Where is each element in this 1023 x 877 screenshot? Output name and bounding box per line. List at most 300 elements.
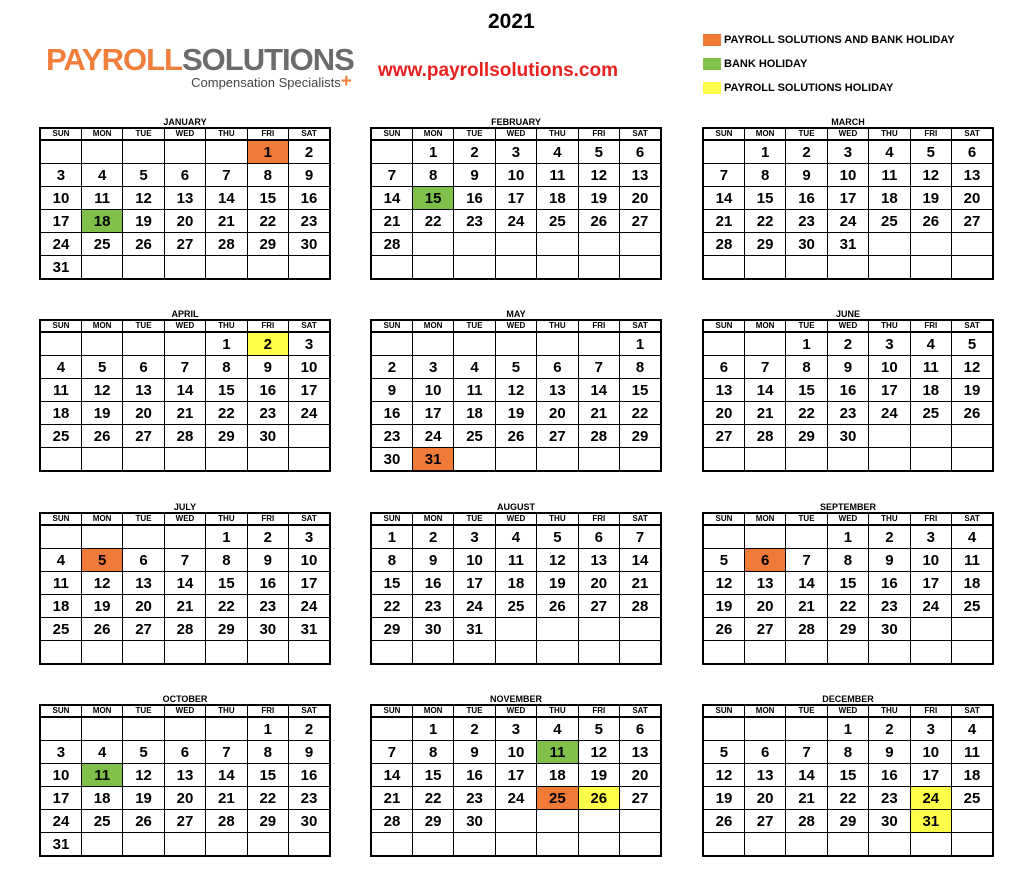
empty-cell (164, 256, 205, 280)
day-cell: 22 (827, 787, 868, 810)
day-cell: 9 (371, 379, 412, 402)
day-cell: 25 (952, 787, 993, 810)
day-cell: 24 (869, 402, 910, 425)
day-cell: 24 (910, 595, 951, 618)
day-cell: 15 (827, 764, 868, 787)
day-cell: 5 (123, 164, 164, 187)
week-row (40, 810, 330, 833)
empty-cell (537, 256, 578, 280)
weekday-header: TUE (454, 705, 495, 717)
day-cell: 8 (412, 741, 453, 764)
day-cell: 21 (620, 572, 661, 595)
day-cell: 27 (537, 425, 578, 448)
day-cell: 25 (40, 618, 81, 641)
empty-cell (164, 332, 205, 356)
week-row (40, 787, 330, 810)
day-cell: 28 (206, 810, 247, 833)
day-cell: 23 (827, 402, 868, 425)
week-row (40, 164, 330, 187)
logo-plus-icon: + (340, 71, 352, 92)
day-cell: 30 (454, 810, 495, 833)
day-cell: 11 (454, 379, 495, 402)
day-cell: 15 (412, 764, 453, 787)
day-cell: 23 (786, 210, 827, 233)
day-cell: 16 (869, 572, 910, 595)
weekday-header: THU (537, 320, 578, 332)
empty-cell (786, 256, 827, 280)
weekday-header: TUE (786, 705, 827, 717)
day-cell: 17 (40, 210, 81, 233)
day-cell: 21 (703, 210, 744, 233)
weekday-header: SAT (952, 513, 993, 525)
day-cell: 3 (289, 525, 330, 549)
day-cell: 22 (247, 787, 288, 810)
day-cell: 27 (952, 210, 993, 233)
week-row (40, 595, 330, 618)
day-cell: 13 (164, 764, 205, 787)
month-june (702, 309, 994, 472)
empty-cell (81, 140, 122, 164)
day-cell: 28 (206, 233, 247, 256)
week-row (703, 256, 993, 280)
holiday-day-cell: 25 (537, 787, 578, 810)
day-cell: 21 (786, 787, 827, 810)
weekday-header: WED (164, 320, 205, 332)
day-cell: 29 (620, 425, 661, 448)
day-cell: 11 (495, 549, 536, 572)
day-cell: 19 (910, 187, 951, 210)
holiday-day-cell: 1 (247, 140, 288, 164)
week-row (703, 787, 993, 810)
day-cell: 6 (952, 140, 993, 164)
week-row (40, 332, 330, 356)
empty-cell (952, 233, 993, 256)
day-cell: 20 (744, 787, 785, 810)
holiday-day-cell: 31 (412, 448, 453, 472)
day-cell: 10 (454, 549, 495, 572)
day-cell: 13 (164, 187, 205, 210)
empty-cell (123, 641, 164, 665)
weekday-header: MON (412, 513, 453, 525)
day-cell: 6 (537, 356, 578, 379)
day-cell: 4 (537, 140, 578, 164)
day-cell: 24 (495, 210, 536, 233)
logo-wordmark (46, 44, 354, 75)
empty-cell (206, 833, 247, 857)
empty-cell (371, 332, 412, 356)
empty-cell (495, 641, 536, 665)
day-cell: 29 (247, 810, 288, 833)
empty-cell (123, 256, 164, 280)
empty-cell (952, 833, 993, 857)
weekday-header: SAT (289, 128, 330, 140)
day-cell: 30 (247, 618, 288, 641)
day-cell: 16 (289, 187, 330, 210)
weekday-header: FRI (247, 705, 288, 717)
week-row (703, 741, 993, 764)
week-row (703, 425, 993, 448)
day-cell: 1 (827, 717, 868, 741)
empty-cell (289, 833, 330, 857)
empty-cell (578, 233, 619, 256)
day-cell: 27 (578, 595, 619, 618)
day-cell: 13 (620, 164, 661, 187)
empty-cell (578, 641, 619, 665)
day-cell: 7 (371, 741, 412, 764)
weekday-header: THU (869, 705, 910, 717)
day-cell: 6 (164, 741, 205, 764)
empty-cell (910, 256, 951, 280)
day-cell: 12 (910, 164, 951, 187)
day-cell: 14 (620, 549, 661, 572)
empty-cell (620, 810, 661, 833)
day-cell: 4 (869, 140, 910, 164)
day-cell: 14 (744, 379, 785, 402)
week-row (703, 379, 993, 402)
day-cell: 4 (952, 717, 993, 741)
day-cell: 26 (495, 425, 536, 448)
weekday-header: TUE (786, 320, 827, 332)
day-cell: 14 (703, 187, 744, 210)
empty-cell (827, 641, 868, 665)
weekday-header: THU (206, 705, 247, 717)
day-cell: 11 (537, 164, 578, 187)
empty-cell (786, 833, 827, 857)
day-cell: 15 (206, 379, 247, 402)
empty-cell (910, 425, 951, 448)
empty-cell (952, 618, 993, 641)
day-cell: 3 (910, 525, 951, 549)
day-cell: 25 (81, 233, 122, 256)
empty-cell (620, 618, 661, 641)
empty-cell (123, 525, 164, 549)
day-cell: 13 (123, 379, 164, 402)
day-cell: 13 (744, 764, 785, 787)
empty-cell (786, 641, 827, 665)
empty-cell (578, 332, 619, 356)
day-cell: 7 (164, 549, 205, 572)
weekday-header: SAT (289, 320, 330, 332)
weekday-header: SAT (620, 513, 661, 525)
day-cell: 14 (164, 572, 205, 595)
week-row (371, 379, 661, 402)
day-cell: 30 (371, 448, 412, 472)
day-cell: 7 (786, 549, 827, 572)
weekday-header: SAT (289, 513, 330, 525)
day-cell: 22 (371, 595, 412, 618)
weekday-header: WED (495, 513, 536, 525)
day-cell: 27 (123, 425, 164, 448)
day-cell: 18 (81, 787, 122, 810)
weekday-header: THU (537, 513, 578, 525)
day-cell: 22 (744, 210, 785, 233)
day-cell: 9 (247, 549, 288, 572)
week-row (371, 525, 661, 549)
day-cell: 2 (869, 525, 910, 549)
day-cell: 7 (206, 164, 247, 187)
day-cell: 11 (952, 549, 993, 572)
day-cell: 30 (827, 425, 868, 448)
month-april (39, 309, 331, 472)
day-cell: 16 (247, 379, 288, 402)
weekday-header: FRI (578, 128, 619, 140)
day-cell: 5 (537, 525, 578, 549)
week-row (703, 572, 993, 595)
day-cell: 19 (537, 572, 578, 595)
day-cell: 12 (537, 549, 578, 572)
day-cell: 18 (952, 764, 993, 787)
day-cell: 5 (81, 356, 122, 379)
day-cell: 10 (910, 549, 951, 572)
empty-cell (703, 140, 744, 164)
day-cell: 19 (703, 595, 744, 618)
day-cell: 16 (289, 764, 330, 787)
empty-cell (952, 425, 993, 448)
day-cell: 5 (703, 741, 744, 764)
day-cell: 9 (454, 164, 495, 187)
day-cell: 2 (454, 140, 495, 164)
day-cell: 13 (703, 379, 744, 402)
month-table (370, 319, 662, 472)
day-cell: 22 (247, 210, 288, 233)
day-cell: 9 (827, 356, 868, 379)
empty-cell (827, 833, 868, 857)
empty-cell (952, 256, 993, 280)
day-cell: 29 (247, 233, 288, 256)
day-cell: 8 (412, 164, 453, 187)
day-cell: 1 (827, 525, 868, 549)
day-cell: 1 (206, 525, 247, 549)
empty-cell (786, 717, 827, 741)
weekday-header: FRI (910, 705, 951, 717)
day-cell: 20 (952, 187, 993, 210)
day-cell: 9 (412, 549, 453, 572)
day-cell: 27 (620, 787, 661, 810)
day-cell: 21 (164, 402, 205, 425)
day-cell: 2 (869, 717, 910, 741)
empty-cell (454, 833, 495, 857)
month-title: DECEMBER (822, 694, 874, 704)
day-cell: 17 (869, 379, 910, 402)
legend-swatch (703, 58, 721, 70)
empty-cell (81, 332, 122, 356)
month-august (370, 502, 662, 665)
weekday-header: MON (81, 320, 122, 332)
empty-cell (703, 448, 744, 472)
day-cell: 5 (952, 332, 993, 356)
day-cell: 28 (371, 810, 412, 833)
day-cell: 15 (744, 187, 785, 210)
website-link[interactable]: www.payrollsolutions.com (378, 60, 618, 81)
empty-cell (81, 525, 122, 549)
weekday-header: TUE (123, 705, 164, 717)
day-cell: 1 (786, 332, 827, 356)
empty-cell (371, 717, 412, 741)
day-cell: 3 (495, 140, 536, 164)
weekday-header: FRI (910, 128, 951, 140)
empty-cell (495, 618, 536, 641)
day-cell: 5 (910, 140, 951, 164)
day-cell: 26 (537, 595, 578, 618)
weekday-header: FRI (247, 128, 288, 140)
empty-cell (744, 332, 785, 356)
holiday-day-cell: 31 (910, 810, 951, 833)
day-cell: 17 (289, 572, 330, 595)
empty-cell (537, 810, 578, 833)
day-cell: 17 (289, 379, 330, 402)
month-title: MAY (506, 309, 526, 319)
day-cell: 10 (289, 356, 330, 379)
day-cell: 25 (454, 425, 495, 448)
day-cell: 29 (744, 233, 785, 256)
week-row (40, 402, 330, 425)
day-cell: 4 (40, 356, 81, 379)
week-row (371, 595, 661, 618)
week-row (371, 549, 661, 572)
empty-cell (412, 233, 453, 256)
day-cell: 12 (495, 379, 536, 402)
weekday-header: MON (81, 128, 122, 140)
day-cell: 2 (289, 140, 330, 164)
day-cell: 22 (786, 402, 827, 425)
empty-cell (537, 618, 578, 641)
weekday-header: THU (869, 128, 910, 140)
day-cell: 20 (123, 595, 164, 618)
weekday-header: TUE (123, 128, 164, 140)
day-cell: 5 (703, 549, 744, 572)
weekday-header: SUN (371, 320, 412, 332)
week-row (40, 717, 330, 741)
empty-cell (537, 448, 578, 472)
day-cell: 11 (40, 572, 81, 595)
day-cell: 19 (952, 379, 993, 402)
empty-cell (40, 332, 81, 356)
empty-cell (164, 448, 205, 472)
empty-cell (412, 641, 453, 665)
day-cell: 3 (827, 140, 868, 164)
day-cell: 26 (578, 210, 619, 233)
empty-cell (371, 140, 412, 164)
week-row (703, 717, 993, 741)
week-row (371, 256, 661, 280)
day-cell: 15 (827, 572, 868, 595)
day-cell: 2 (786, 140, 827, 164)
week-row (371, 572, 661, 595)
week-row (40, 525, 330, 549)
empty-cell (703, 641, 744, 665)
empty-cell (247, 641, 288, 665)
week-row (703, 764, 993, 787)
day-cell: 3 (454, 525, 495, 549)
weekday-header: SAT (620, 705, 661, 717)
day-cell: 4 (81, 741, 122, 764)
empty-cell (247, 256, 288, 280)
weekday-header: MON (412, 128, 453, 140)
empty-cell (206, 140, 247, 164)
empty-cell (537, 833, 578, 857)
day-cell: 18 (537, 187, 578, 210)
day-cell: 1 (744, 140, 785, 164)
day-cell: 4 (495, 525, 536, 549)
empty-cell (620, 233, 661, 256)
empty-cell (703, 833, 744, 857)
week-row (371, 448, 661, 472)
empty-cell (744, 525, 785, 549)
day-cell: 6 (123, 549, 164, 572)
day-cell: 16 (412, 572, 453, 595)
day-cell: 4 (40, 549, 81, 572)
day-cell: 1 (371, 525, 412, 549)
day-cell: 24 (289, 402, 330, 425)
empty-cell (164, 140, 205, 164)
day-cell: 13 (578, 549, 619, 572)
empty-cell (412, 256, 453, 280)
month-december (702, 694, 994, 857)
day-cell: 24 (289, 595, 330, 618)
day-cell: 7 (620, 525, 661, 549)
weekday-header: WED (164, 128, 205, 140)
day-cell: 19 (123, 787, 164, 810)
day-cell: 28 (703, 233, 744, 256)
day-cell: 30 (412, 618, 453, 641)
day-cell: 25 (81, 810, 122, 833)
day-cell: 18 (952, 572, 993, 595)
day-cell: 8 (620, 356, 661, 379)
day-cell: 14 (206, 187, 247, 210)
weekday-header: SUN (40, 128, 81, 140)
week-row (703, 402, 993, 425)
day-cell: 1 (412, 717, 453, 741)
day-cell: 6 (703, 356, 744, 379)
empty-cell (827, 448, 868, 472)
empty-cell (578, 810, 619, 833)
logo-part-b: SOLUTIONS (181, 42, 354, 77)
day-cell: 30 (289, 810, 330, 833)
day-cell: 2 (371, 356, 412, 379)
day-cell: 28 (786, 618, 827, 641)
day-cell: 16 (371, 402, 412, 425)
weekday-header: TUE (786, 513, 827, 525)
holiday-day-cell: 24 (910, 787, 951, 810)
day-cell: 30 (786, 233, 827, 256)
month-september (702, 502, 994, 665)
month-table (370, 512, 662, 665)
day-cell: 9 (869, 549, 910, 572)
empty-cell (578, 618, 619, 641)
legend-swatch (703, 34, 721, 46)
day-cell: 1 (247, 717, 288, 741)
weekday-header: FRI (910, 320, 951, 332)
day-cell: 4 (910, 332, 951, 356)
week-row (40, 641, 330, 665)
day-cell: 15 (786, 379, 827, 402)
day-cell: 22 (412, 787, 453, 810)
day-cell: 31 (40, 833, 81, 857)
month-title: NOVEMBER (489, 694, 542, 704)
day-cell: 6 (744, 741, 785, 764)
day-cell: 16 (827, 379, 868, 402)
day-cell: 7 (578, 356, 619, 379)
empty-cell (952, 641, 993, 665)
empty-cell (537, 641, 578, 665)
weekday-header: WED (495, 705, 536, 717)
day-cell: 22 (206, 402, 247, 425)
empty-cell (81, 833, 122, 857)
week-row (371, 164, 661, 187)
day-cell: 13 (744, 572, 785, 595)
holiday-day-cell: 11 (537, 741, 578, 764)
day-cell: 22 (620, 402, 661, 425)
